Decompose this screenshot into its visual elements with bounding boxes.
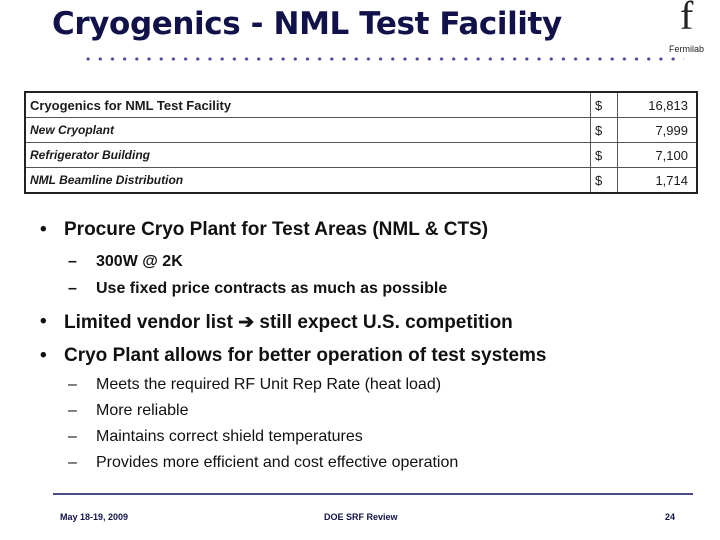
title-divider (82, 56, 684, 62)
bullet-dot: • (40, 311, 47, 332)
sub-bullet-text: Meets the required RF Unit Rep Rate (heat load) (96, 376, 442, 393)
dash-marker: – (68, 253, 77, 270)
sub-bullet (68, 253, 183, 271)
bullet-procure (40, 219, 489, 241)
row-label: Cryogenics for NML Test Facility (25, 92, 591, 118)
sub-bullet-text: More reliable (96, 402, 189, 419)
bullet-text: Procure Cryo Plant for Test Areas (NML & CTS) (64, 219, 489, 240)
sub-bullet (68, 280, 448, 298)
dash-marker: – (68, 376, 77, 393)
row-currency: $ (591, 143, 618, 168)
row-label: NML Beamline Distribution (25, 168, 591, 194)
fermilab-logo-text: Fermilab (669, 44, 705, 54)
table-row (25, 118, 697, 143)
footer-event: DOE SRF Review (324, 512, 398, 522)
table-row (25, 92, 697, 118)
sub-bullet (68, 402, 189, 420)
row-amount: 7,100 (618, 143, 698, 168)
bullet-dot: • (40, 219, 47, 240)
footer-divider (53, 493, 693, 495)
row-currency: $ (591, 92, 618, 118)
cost-table (24, 91, 698, 194)
page-number: 24 (665, 512, 676, 522)
table-row (25, 168, 697, 194)
sub-bullet (68, 454, 459, 472)
row-amount: 1,714 (618, 168, 698, 194)
row-amount: 7,999 (618, 118, 698, 143)
sub-bullet (68, 428, 363, 446)
sub-bullet (68, 376, 442, 394)
bullet-text-post: still expect U.S. competition (259, 312, 513, 333)
sub-bullet-text: Provides more efficient and cost effective operation (96, 454, 459, 471)
bullet-dot: • (40, 345, 47, 366)
row-currency: $ (591, 168, 618, 194)
slide-title: Cryogenics - NML Test Facility (52, 6, 562, 42)
row-label: Refrigerator Building (25, 143, 591, 168)
row-label: New Cryoplant (25, 118, 591, 143)
bullet-text: Cryo Plant allows for better operation of test systems (64, 345, 547, 366)
bullet-vendor (40, 311, 513, 334)
dash-marker: – (68, 454, 77, 471)
dash-marker: – (68, 280, 77, 297)
arrow-icon: ➔ (238, 312, 255, 333)
row-currency: $ (591, 118, 618, 143)
footer-date: May 18-19, 2009 (60, 512, 129, 522)
fermilab-logo-icon: f (680, 0, 694, 38)
sub-bullet-text: Maintains correct shield temperatures (96, 428, 363, 445)
sub-bullet-text: Use fixed price contracts as much as possible (96, 280, 448, 297)
bullet-cryo-plant (40, 345, 547, 367)
row-amount: 16,813 (618, 92, 698, 118)
sub-bullet-text: 300W @ 2K (96, 253, 183, 270)
bullet-text-pre: Limited vendor list (64, 312, 233, 333)
dash-marker: – (68, 402, 77, 419)
dash-marker: – (68, 428, 77, 445)
table-row (25, 143, 697, 168)
